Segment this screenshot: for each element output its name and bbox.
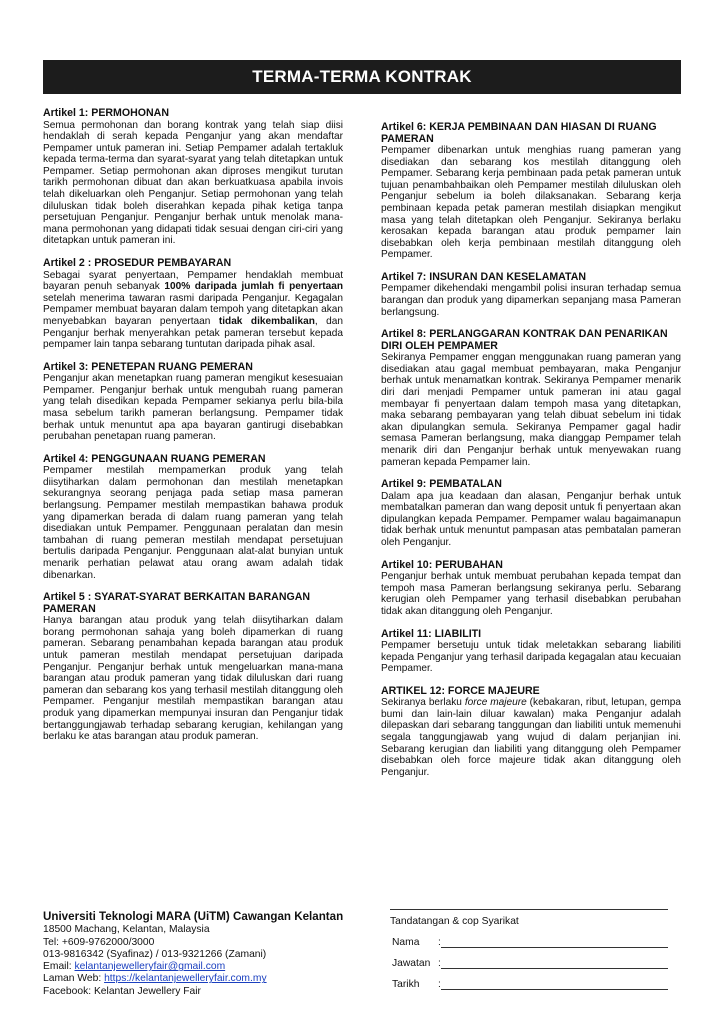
website-link[interactable]: https://kelantanjewelleryfair.com.my (104, 973, 267, 985)
article-text: Pempamer mestilah mempamerkan produk yang telah diisytiharkan dalam permohonan dan mestilah menetapkan sekurangnya seorang penjaga pada setiap masa pameran berlangsung. Pempamer mestilah mempastikan bahawa produk yang dipamerkan berada di dalam ruang pameran yang telah disediakan untuk Pempamer. Penggunaan peralatan dan mesin tambahan di ruang pemeran mestilah mendapat persetujuan bertulis daripada Penganjur. Penggunaan alat-alat bunyian untuk menarik perhatian pelawat atau orang awam adalah tidak dibenarkan. (43, 465, 343, 581)
left-column (43, 108, 343, 754)
article-12 (381, 686, 681, 779)
article-heading: Artikel 6: KERJA PEMBINAAN DAN HIASAN DI RUANG PAMERAN (381, 121, 657, 145)
date-label: Tarikh (392, 979, 420, 990)
right-column (381, 122, 681, 789)
article-8 (381, 329, 681, 468)
contact-info (43, 911, 363, 998)
article-text: Hanya barangan atau produk yang telah diisytiharkan dalam borang permohonan sahaja yang boleh dipamerkan di ruang pameran. Sebarang penambahan kepada barangan atau produk untuk pameran mestilah mendapat persetujuan daripada Penganjur. Penganjur berhak untuk mengeluarkan mana-mana barangan atau produk pameran yang tidak diluluskan dari ruang pameran dan sebarang kos yang terhasil mestilah ditanggung oleh Pempamer. Penganjur mestilah mempastikan barangan atau produk yang dipamerkan mempunyai insuran dan Penganjur tidak bertanggungjawab terhadap sebarang kerugian, kehilangan yang berlaku ke atas barangan atau produk pameran. (43, 615, 343, 743)
article-text: Pempamer dikehendaki mengambil polisi insuran terhadap semua barangan dan produk yang dipamerkan sepanjang masa Pameran berlangsung. (381, 283, 681, 318)
article-text: Dalam apa jua keadaan dan alasan, Penganjur berhak untuk membatalkan pameran dan wang deposit untuk fi penyertaan akan dipulangkan kepada Pempamer. Pempamer walau bagaimanapun tidak berhak untuk menuntut pampasan atas pembatalan pameran oleh Penganjur. (381, 490, 681, 549)
article-text: Sebagai syarat penyertaan, Pempamer hendaklah membuat bayaran penuh sebanyak 100% daripada jumlah fi penyertaan setelah menerima tawaran rasmi daripada Penganjur. Kegagalan Pempamer membuat bayaran dalam tempoh yang ditetapkan akan menyebabkan bayaran penyertaan tidak dikembalikan, dan Penganjur berhak menyerahkan petak pameran tersebut kepada pempamer lain tanpa sebarang tuntutan daripada pihak asal. (43, 269, 343, 351)
email-line: Email: kelantanjewelleryfair@gmail.com (43, 961, 226, 973)
article-3 (43, 362, 343, 443)
article-heading: Artikel 9: PEMBATALAN (381, 478, 502, 491)
university-name: Universiti Teknologi MARA (UiTM) Cawangan Kelantan (43, 910, 344, 923)
email-link[interactable]: kelantanjewelleryfair@gmail.com (74, 961, 226, 973)
article-text: Semua permohonan dan borang kontrak yang telah siap diisi hendaklah di serah kepada Penganjur yang akan mendaftar Pempamer untuk pameran ini. Setiap Pempamer adalah tertakluk kepada terma-terma dan syarat-syarat yang telah ditetapkan untuk Pempamer. Setiap permohonan akan diproses mengikut turutan tarikh permohonan dibuat dan akan berkuatkuasa apabila invois telah dikeluarkan oleh Penganjur. Setiap permohonan yang telah diluluskan tidak boleh diserahkan kepada pihak ketiga tanpa persetujuan Penganjur. Penganjur berhak untuk menolak mana-mana permohonan yang didapati tidak sesuai dengan ciri-ciri yang ditetapkan untuk pameran ini. (43, 119, 343, 247)
name-label: Nama (392, 937, 420, 948)
article-text: Pempamer bersetuju untuk tidak meletakkan sebarang liabiliti kepada Penganjur yang terhasil daripada kegagalan atau kecuaian Pempamer. (381, 640, 681, 675)
article-text: Penganjur akan menetapkan ruang pameran mengikut kesesuaian Pempamer. Penganjur berhak untuk mengubah ruang pameran yang telah disedikan kepada Pempamer sekianya perlu bila-bila masa sebelum tarikh pameran berlangsung. Pempamer tidak berhak untuk menuntut apa apa bayaran gantirugi disebabkan perubahan penetapan ruang pameran. (43, 373, 343, 443)
article-heading: Artikel 4: PENGGUNAAN RUANG PEMERAN (43, 452, 266, 465)
web-line: Laman Web: https://kelantanjewelleryfair.com.my (43, 973, 267, 985)
article-7 (381, 272, 681, 318)
mobile-phones: 013-9816342 (Syafinaz) / 013-9321266 (Zamani) (43, 948, 267, 960)
date-field[interactable] (441, 978, 668, 990)
telephone: Tel: +609-9762000/3000 (43, 936, 155, 948)
article-heading: Artikel 1: PERMOHONAN (43, 107, 169, 119)
article-2 (43, 258, 343, 351)
article-heading: ARTIKEL 12: FORCE MAJEURE (381, 684, 540, 697)
article-heading: Artikel 11: LIABILITI (381, 627, 482, 640)
article-heading: Artikel 8: PERLANGGARAN KONTRAK DAN PENARIKAN DIRI OLEH PEMPAMER (381, 328, 668, 352)
name-field[interactable] (441, 936, 668, 948)
position-field[interactable] (441, 957, 668, 969)
article-5 (43, 592, 343, 743)
article-9 (381, 479, 681, 548)
article-4 (43, 454, 343, 581)
article-heading: Artikel 3: PENETEPAN RUANG PEMERAN (43, 360, 253, 373)
article-6 (381, 122, 681, 261)
name-row: Nama : (390, 936, 668, 948)
facebook: Facebook: Kelantan Jewellery Fair (43, 985, 201, 997)
article-1 (43, 108, 343, 247)
article-heading: Artikel 10: PERUBAHAN (381, 558, 503, 571)
article-text: Penganjur berhak untuk membuat perubahan kepada tempat dan tempoh masa Pameran berlangsung sekiranya perlu. Sebarang kerugian oleh Pempamer yang terhasil disebabkan perubahan tidak akan ditanggung oleh Penganjur. (381, 571, 681, 617)
article-text: Sekiranya Pempamer enggan menggunakan ruang pameran yang disediakan atau gagal membuat pembayaran, maka Penganjur berhak untuk menamatkan kontrak. Sekiranya Pempamer menarik diri dari menjadi Pempamer untuk pameran ini atau gagal membayar fi penyertaan dalam tempoh masa yang ditetapkan, maka sebarang pembayaran yang telah dibuat sebelum ini tidak akan dipulangkan semula. Sekiranya Pempamer gagal hadir semasa Pameran berlangsung, maka dianggap Pempamer telah menarik diri dan Penganjur berhak untuk menyewakan ruang pameran kepada Pempamer lain. (381, 352, 681, 468)
document-title: TERMA-TERMA KONTRAK (252, 67, 472, 86)
article-heading: Artikel 2 : PROSEDUR PEMBAYARAN (43, 257, 232, 270)
article-heading: Artikel 7: INSURAN DAN KESELAMATAN (381, 270, 587, 283)
address: 18500 Machang, Kelantan, Malaysia (43, 924, 210, 936)
signature-block (390, 909, 668, 990)
article-text: Pempamer dibenarkan untuk menghias ruang pameran yang disediakan dan sebarang kos mestilah ditanggung oleh Pempamer. Sebarang kerja pembinaan pada petak pameran untuk tujuan penambahbaikan oleh Pempamer mestilah diluluskan oleh Penganjur sebelum ia boleh dilaksanakan. Sebarang kerja pembinaan kepada petak pameran mestilah disiapkan mengikut masa yang telah ditetapkan oleh Penganjur. Sekiranya berlaku kerosakan kepada barangan atau produk pempamer lain disebabkan oleh kerja pembinaan mestilah ditanggung oleh Pempamer. (381, 145, 681, 261)
position-label: Jawatan (392, 958, 431, 969)
article-heading: Artikel 5 : SYARAT-SYARAT BERKAITAN BARANGAN PAMERAN (43, 591, 311, 615)
date-row: Tarikh : (390, 978, 668, 990)
position-row: Jawatan : (390, 957, 668, 969)
document-title-bar (43, 60, 681, 94)
article-text: Sekiranya berlaku force majeure (kebakaran, ribut, letupan, gempa bumi dan lain-lain diluar kawalan) maka Penganjur adalah dilepaskan dari sebarang tanggungan dan liabiliti untuk memenuhi segala tanggungjawab yang wujud di dalam perjanjian ini. Sebarang kerugian dan liabiliti yang ditanggung oleh Pempamer disebabkan oleh force majeure tidak akan ditanggung oleh Penganjur. (381, 697, 681, 778)
signature-title: Tandatangan & cop Syarikat (390, 916, 519, 927)
article-10 (381, 560, 681, 618)
article-11 (381, 629, 681, 675)
